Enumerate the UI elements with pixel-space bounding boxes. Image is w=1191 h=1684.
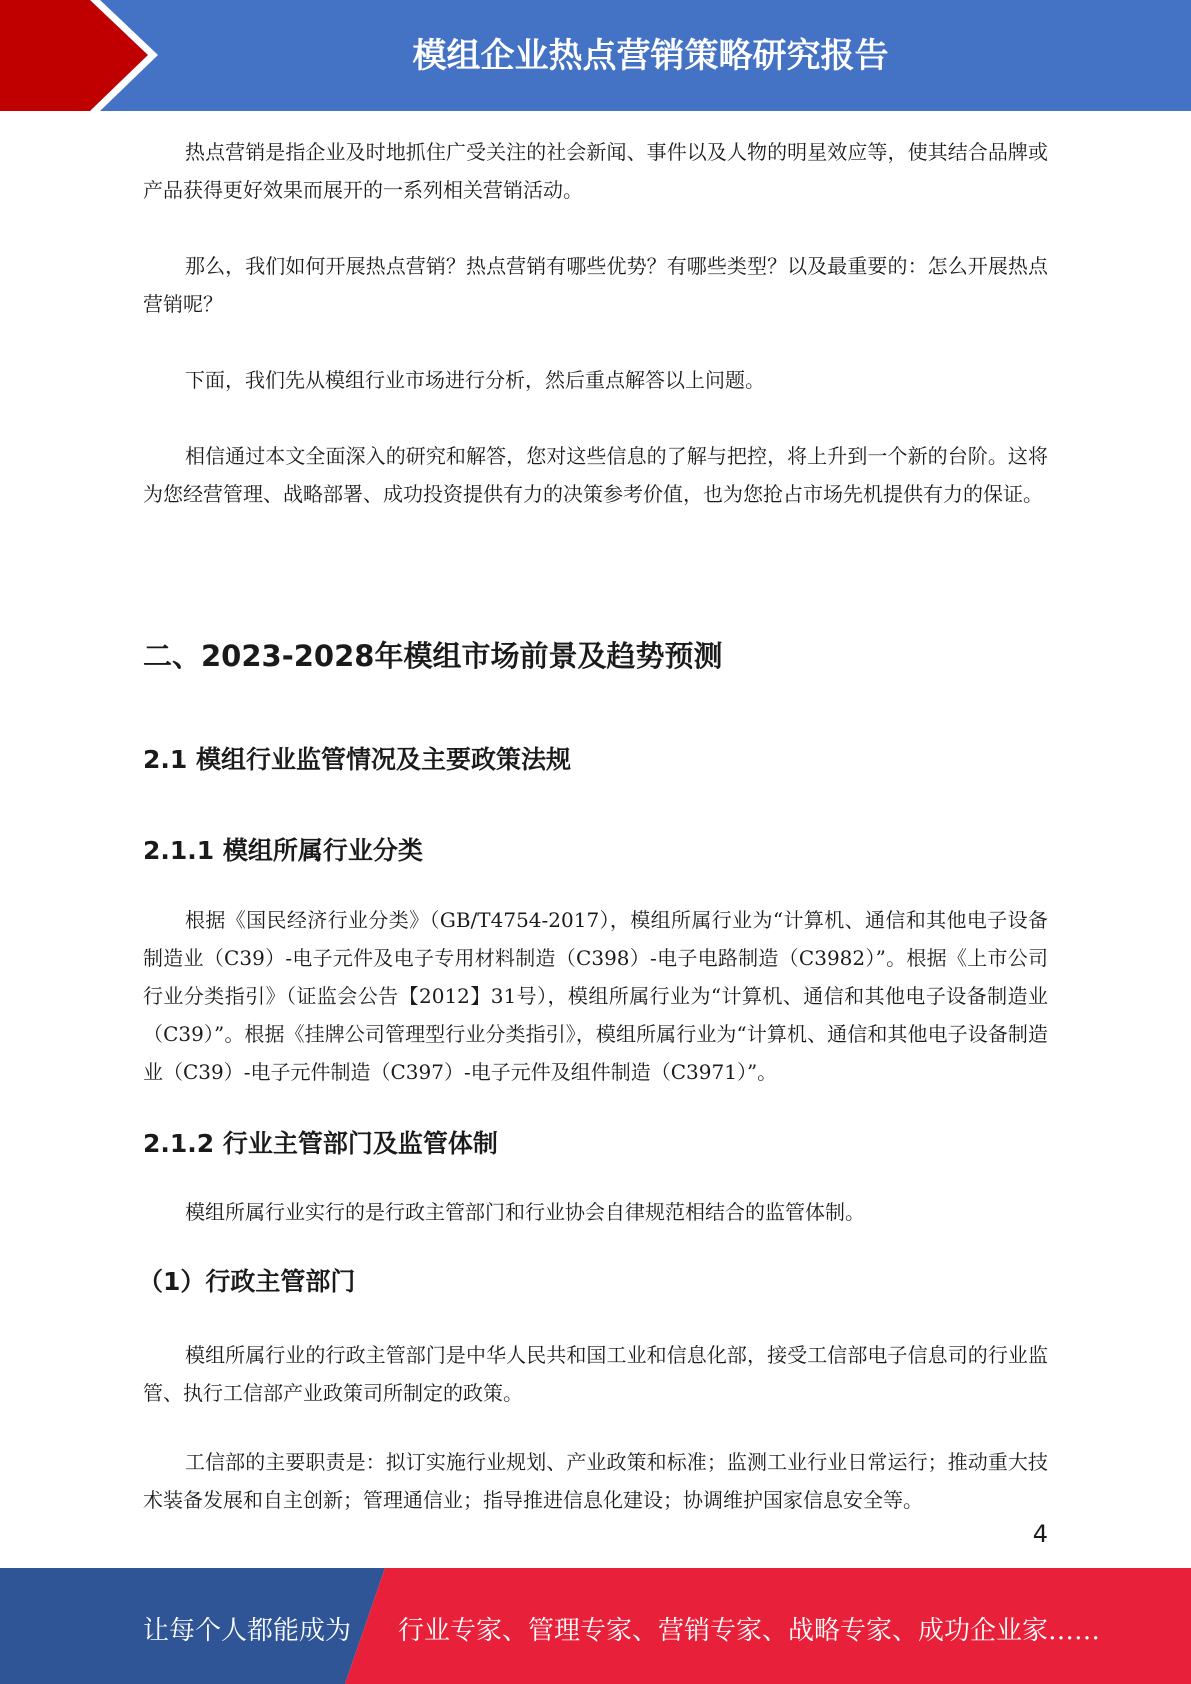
intro-paragraph-1: 热点营销是指企业及时地抓住广受关注的社会新闻、事件以及人物的明星效应等，使其结合品牌或产品获得更好效果而展开的一系列相关营销活动。: [143, 140, 1048, 202]
section-2-heading: 二、2023-2028年模组市场前景及趋势预测: [143, 639, 723, 673]
subsection-1-paragraph-1: 模组所属行业的行政主管部门是中华人民共和国工业和信息化部，接受工信部电子信息司的行业监管、执行工信部产业政策司所制定的政策。: [143, 1343, 1048, 1405]
footer-slogan-left: 让每个人都能成为: [143, 1616, 352, 1646]
intro-paragraph-3: 下面，我们先从模组行业市场进行分析，然后重点解答以上问题。: [185, 368, 765, 392]
section-2-1-2-paragraph: 模组所属行业实行的是行政主管部门和行业协会自律规范相结合的监管体制。: [185, 1200, 865, 1224]
header-title: 模组企业热点营销策略研究报告: [412, 36, 889, 76]
subsection-1-heading: （1）行政主管部门: [138, 1267, 356, 1296]
subsection-1-paragraph-2: 工信部的主要职责是：拟订实施行业规划、产业政策和标准；监测工业行业日常运行；推动重大技术装备发展和自主创新；管理通信业；指导推进信息化建设；协调维护国家信息安全等。: [143, 1450, 1048, 1512]
intro-paragraph-2: 那么，我们如何开展热点营销？热点营销有哪些优势？有哪些类型？以及最重要的：怎么开展热点营销呢？: [143, 254, 1048, 316]
intro-paragraph-4: 相信通过本文全面深入的研究和解答，您对这些信息的了解与把控，将上升到一个新的台阶。这将为您经营管理、战略部署、成功投资提供有力的决策参考价值，也为您抢占市场先机提供有力的保证。: [143, 444, 1048, 506]
section-2-1-heading: 2.1 模组行业监管情况及主要政策法规: [143, 745, 571, 774]
footer-slogan-right: 行业专家、管理专家、营销专家、战略专家、成功企业家……: [398, 1616, 1101, 1646]
page-header-banner: [0, 0, 1191, 111]
section-2-1-1-heading: 2.1.1 模组所属行业分类: [143, 836, 423, 865]
section-2-1-2-heading: 2.1.2 行业主管部门及监管体制: [143, 1129, 498, 1158]
page-footer-banner: [0, 1568, 1191, 1684]
page-number: 4: [1032, 1520, 1048, 1548]
section-2-1-1-paragraph: 根据《国民经济行业分类》（GB/T4754-2017），模组所属行业为“计算机、通信和其他电子设备制造业（C39）-电子元件及电子专用材料制造（C398）-电子电路制造（C3982）”。根据《上市公司行业分类指引》（证监会公告【2012】31号），模组所属行业为“计算机、通信和其他电子设备制造业（C39）”。根据《挂牌公司管理型行业分类指引》，模组所属行业为“计算机、通信和其他电子设备制造业（C39）-电子元件制造（C397）-电子元件及组件制造（C3971）”。: [143, 908, 1048, 1084]
